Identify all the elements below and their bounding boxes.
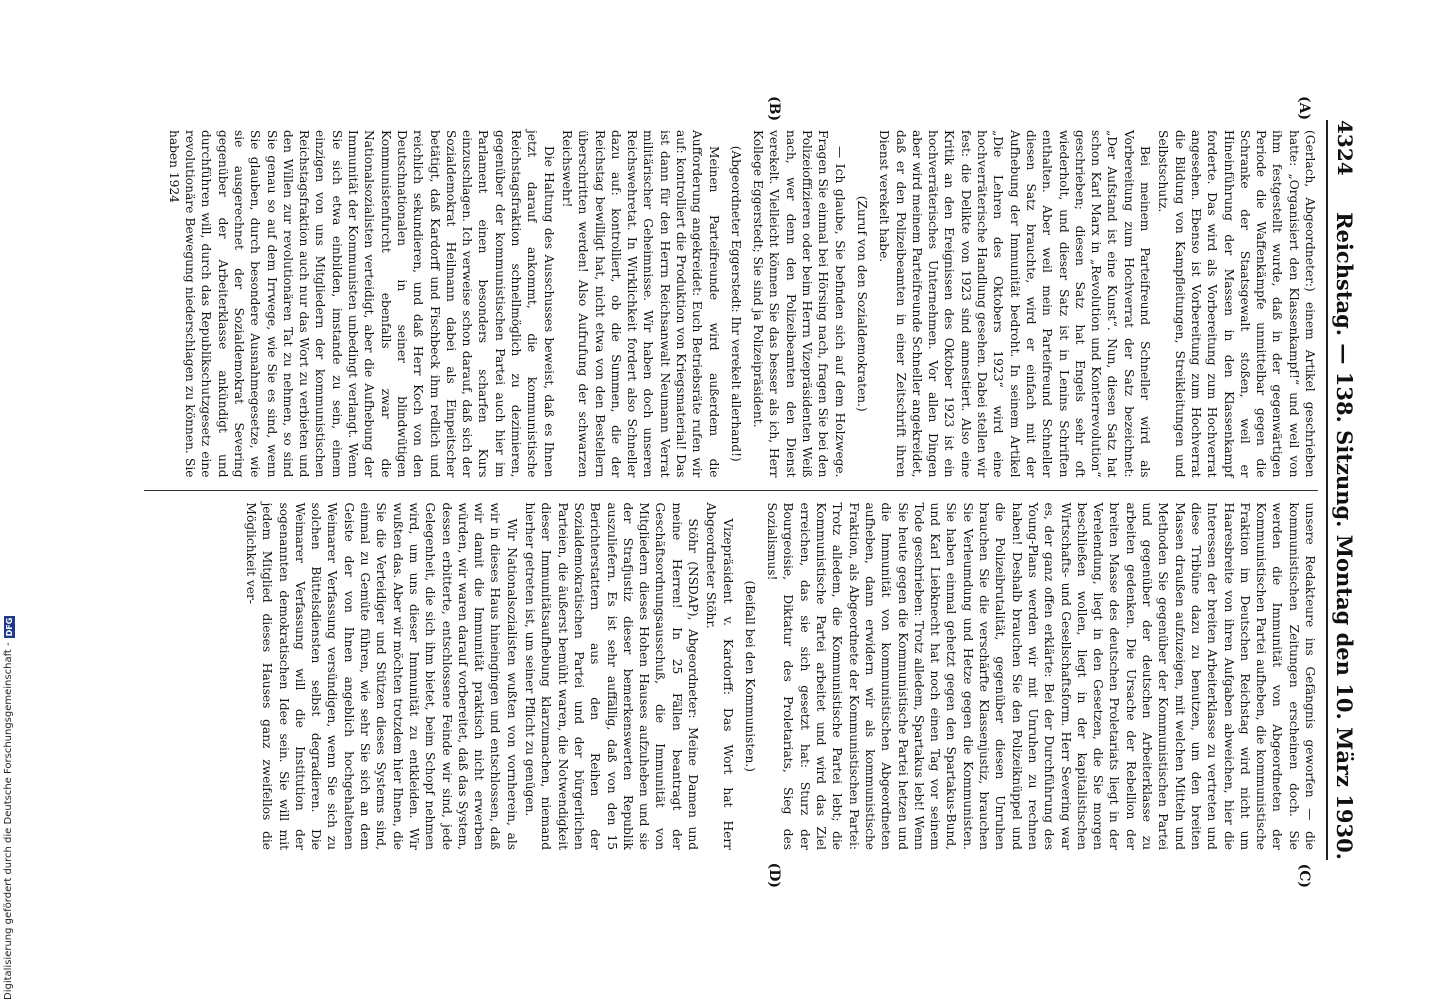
paragraph: Stöhr (NSDAP), Abgeordneter: Meine Damen und meine Herren! In 25 Fällen beantragt der Geschäftsordnungsausschuß, die Immunität von Mitgliedern dieses Hohen Hauses aufzuheben und sie der Strafjustiz dieser bemerkenswerten Republik auszuliefern. Es ist sehr auffällig, daß von den 15 Berichterstattern aus den Reihen der Sozialdemokratischen Partei und der bürgerlichen Parteien, die äußerst bemüht waren, die Notwendigkeit dieser Immunitätsaufhebung klarzumachen, niemand hierher getreten ist, um seiner Pflicht zu genügen. (523, 502, 701, 850)
paragraph: unsere Redakteure ins Gefängnis geworfen — die kommunistischen Zeitungen erscheinen doch. Sie werden die Immunität von Abgeordneten der Kommunistischen Partei aufheben, die kommunistische Fraktion im Deutschen Reichstag wird nicht um Haaresbreite von ihren Aufgaben abweichen, hier die Interessen der breiten Arbeiterklasse zu vertreten und diese Tribüne dazu zu benutzen, um den breiten Massen draußen aufzuzeigen, mit welchen Mitteln und Methoden Sie gegenüber der Kommunistischen Partei und gegenüber der deutschen Arbeiterklasse zu arbeiten gedenken. Die Ursache der Rebellion der breiten Masse des deutschen Proletariats liegt in der Verelendung, liegt in den Gesetzen, die Sie morgen beschließen wollen, liegt in der kapitalistischen Wirtschafts- und Gesellschaftsform. Herr Severing war es, der ganz offen erklärte: Bei der Durchführung des Young-Plans werden wir mit Unruhen zu rechnen haben! Deshalb brauchen Sie den Polizeiknüppel und die Polizeibrutalität, gegenüber diesen Unruhen brauchen Sie die verschärfte Klassenjustiz, brauchen Sie Verleumdung und Hetze gegen die Kommunisten. Sie haben einmal gehetzt gegen den Spartakus-Bund, und Karl Liebknecht hat noch einen Tag vor seinem Tode geschrieben: Trotz alledem, Spartakus lebt! Wenn Sie heute gegen die Kommunistische Partei hetzen und die Immunität von kommunistischen Abgeordneten aufheben, dann erwidern wir als kommunistische Fraktion, als Abgeordnete der Kommunistischen Partei: Trotz alledem, die Kommunistische Partei lebt; die Kommunistische Partei arbeitet und wird das Ziel erreichen, das sie sich gesetzt hat: Sturz der Bourgeoisie, Diktatur des Proletariats, Sieg des Sozialismus! (765, 502, 1317, 850)
text-columns (144, 120, 1318, 860)
paragraph: Bei meinem Parteifreund Schneller wird als Vorbereitung zum Hochverrat der Satz bezeichnet: „Der Aufstand ist eine Kunst“. Nun, diesen Satz hat schon Karl Marx in „Revolution und Konterrevolution“ geschrieben; diesen Satz hat Engels sehr oft wiederholt, und dieser Satz ist in Lenins Schriften enthalten. Aber weil mein Parteifreund Schneller diesen Satz brauchte, wird er einfach mit der Aufhebung der Immunität bedroht. In seinem Artikel „Die Lehren des Oktobers 1923“ wird eine hochverräterische Handlung gesehen. Dabei stellen wir fest: die Delikte von 1923 sind amnestiert. Also eine Kritik an den Ereignissen des Oktober 1923 ist ein hochverräterisches Unternehmen. Vor allen Dingen aber wird meinem Parteifreunde Schneller angekreidet, daß er den Polizeibeamten in einer Zeitschrift ihren Dienst verekelt habe. (877, 130, 1153, 478)
digitization-credit (2, 0, 16, 1000)
margin-letter-d: (D) (766, 862, 782, 888)
interjection: (Beifall bei den Kommunisten.) (742, 580, 757, 772)
document-page (132, 90, 1372, 890)
margin-letter-c: (C) (1296, 863, 1312, 888)
page-header (1326, 120, 1362, 860)
paragraph: Die Haltung des Ausschusses beweist, daß es Ihnen jetzt darauf ankommt, die kommunistische Reichstagsfraktion schnellmöglich zu dezimieren, gegenüber der kommunistischen Partei auch hier im Parlament einen besonders scharfen Kurs einzuschlagen. Ich verweise schon darauf, daß sich der Sozialdemokrat Heilmann dabei als Einpeitscher betätigt, daß Kardorff und Fischbeck ihm redlich und reichlich sekundieren, und daß Herr Koch von den Deutschnationalen in seiner blindwütigen Kommunistenfurcht ebenfalls zwar die Nationalsozialisten verteidigt, aber die Aufhebung der Immunität der Kommunisten unbedingt verlangt. Wenn Sie sich etwa einbilden, imstande zu sein, einem einzigen von uns Mitgliedern der kommunistischen Reichstagsfraktion auch nur das Wort zu verbieten und den Willen zur revolutionären Tat zu nehmen, so sind Sie genau so auf dem Irrwege, wie Sie es sind, wenn Sie glauben, durch besondere Ausnahmegesetze, wie sie ausgerechnet der Sozialdemokrat Severing gegenüber der Arbeiterklasse ankündigt und durchführen will, durch das Republikschutzgesetz eine revolutionäre Bewegung niederschlagen zu können. Sie haben 1924 (166, 130, 556, 478)
dfg-logo-icon: DFG (4, 617, 14, 637)
interjection: (Zuruf von den Sozialdemokraten.) (854, 195, 869, 412)
paragraph: Meinen Parteifreunde wird außerdem die Aufforderung angekreidet: Euch Betriebsräte rufen wir auf: kontrolliert die Produktion von Kriegsmaterial! Das ist dann für den Herrn Reichsanwalt Neumann Verrat militärischer Geheimnisse. Wir haben doch unseren Reichswehretat. In Wirklichkeit fordert also Schneller dazu auf: kontrolliert, ob die Summen, die der Reichstag bewilligt hat, nicht etwa von den Bestellern überschritten werden! Also Aufrufung der schwarzen Reichswehr! (559, 130, 721, 478)
running-title: Reichstag. — 138. Sitzung. Montag den 10. März 1930. (1332, 212, 1358, 860)
page-number: 4324 (1333, 120, 1357, 176)
margin-letter-a: (A) (1296, 96, 1312, 121)
paragraph: (Gerlach, Abgeordneter:) einem Artikel geschrieben hatte: „Organisiert den Klassenkampf!“ und weil von ihm festgestellt wurde, daß in der gegenwärtigen Periode die Waffenkämpfe unmittelbar gegen die Schranke der Staatsgewalt stoßen, weil er Hineinführung der Massen in den Klassenkampf forderte. Das wird als Vorbereitung zum Hochverrat angesehen. Ebenso ist Vorbereitung zum Hochverrat die Bildung von Kampfleitungen, Streikleitungen und Selbstschutz. (1156, 130, 1317, 478)
credit-text: Digitalisierung gefördert durch die Deutsche Forschungsgemeinschaft - (3, 642, 14, 1000)
interjection: (Abgeordneter Eggerstedt: Ihr verekelt allerhand!) (728, 145, 743, 462)
paragraph: Wir Nationalsozialisten wußten von vornherein, als wir in dieses Haus hineingingen und entschlossen, daß wir damit die Immunität praktisch nicht erwerben würden, wir waren darauf vorbereitet, daß das System, dessen erbitterte, entschlossene Feinde wir sind, jede Gelegenheit, die sich ihm bietet, beim Schopf nehmen wird, um uns dieser Immunität zu entkleiden. Wir wußten das. Aber wir möchten trotzdem hier Ihnen, die Sie die Verteidiger und Stützen dieses Systems sind, einmal zu Gemüte führen, wie sehr Sie sich an dem Geiste der von Ihnen angeblich hochgehaltenen Weimarer Verfassung versündigen, wenn Sie sich zu solchen Büttelsdiensten selbst degradieren. Die Weimarer Verfassung will die Institution der sogenannten demokratischen Idee sein. Sie will mit jedem Mitglied dieses Hauses ganz zweifellos die Möglichkeit ver- (244, 502, 519, 850)
paragraph: — Ich glaube, Sie befinden sich auf dem Holzwege. Fragen Sie einmal bei Hörsing nach, fragen Sie bei den Polizeioffizieren oder beim Herrn Vizepräsidenten Weiß nach, wer denn den Polizeibeamten den Dienst verekelt. Vielleicht können Sie das besser als ich, Herr Kollege Eggerstedt; Sie sind ja Polizeipräsident. (751, 130, 847, 478)
left-column (144, 120, 1318, 488)
column-divider (144, 490, 1318, 491)
right-column (144, 493, 1318, 861)
margin-letter-b: (B) (766, 96, 782, 122)
paragraph: Vizepräsident v. Kardorff: Das Wort hat Herr Abgeordneter Stöhr. (704, 502, 735, 850)
